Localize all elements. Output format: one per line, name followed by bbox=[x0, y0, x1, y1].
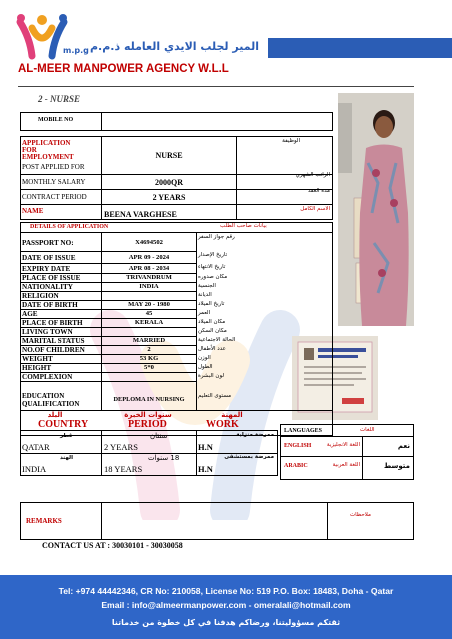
contract-label: CONTRACT PERIOD bbox=[22, 193, 87, 201]
work-header: WORK bbox=[206, 419, 239, 430]
contract-value: 2 YEARS bbox=[152, 193, 186, 202]
exp-row2-country: INDIA bbox=[22, 464, 47, 474]
exp-row2-work: H.N bbox=[198, 464, 213, 474]
exp-row1-period: 2 YEARS bbox=[104, 442, 138, 452]
footer-address: Tel: +974 44442346, CR No: 210058, License No: 519 P.O. Box: 18483, Doha - Qatar bbox=[58, 586, 394, 596]
position-heading: 2 - NURSE bbox=[38, 94, 81, 104]
footer-email: Email : info@almeermanpower.com - omeralali@hotmail.com bbox=[101, 600, 351, 610]
salary-label-ar: الراتب الشهري bbox=[295, 172, 330, 178]
detail-label: MARITAL STATUS bbox=[22, 337, 85, 345]
education-label-ar: مستوى التعليم bbox=[198, 393, 232, 399]
company-english-name: AL-MEER MANPOWER AGENCY W.L.L bbox=[18, 63, 229, 75]
lang-arabic-ar: اللغة العربية bbox=[332, 462, 360, 468]
post-applied-value: NURSE bbox=[155, 151, 183, 160]
company-arabic-name: المير لجلب الايدي العامله ذ.م.م bbox=[90, 40, 259, 53]
detail-label-ar: الجنسية bbox=[198, 282, 216, 289]
detail-value: 53 KG bbox=[139, 355, 159, 362]
remarks-box bbox=[20, 502, 414, 540]
detail-label: AGE bbox=[22, 310, 38, 318]
lang-english-ar: اللغة الانجليزية bbox=[326, 442, 360, 448]
row-divider bbox=[20, 381, 197, 382]
salary-label: MONTHLY SALARY bbox=[22, 178, 86, 186]
lang-arabic-level: متوسط bbox=[384, 462, 410, 470]
detail-value: 2 bbox=[147, 346, 151, 353]
application-label-3: EMPLOYMENT bbox=[22, 153, 74, 161]
detail-label-ar: تاريخ الانتهاء bbox=[198, 263, 226, 270]
detail-label: PLACE OF BIRTH bbox=[22, 319, 83, 327]
exp-row2-work-ar: ممرضة بمستشفى bbox=[224, 454, 274, 460]
row-divider bbox=[20, 251, 197, 252]
header-blue-bar bbox=[268, 38, 452, 58]
detail-label: WEIGHT bbox=[22, 355, 53, 363]
post-applied-label: POST APPLIED FOR bbox=[22, 163, 85, 171]
education-label-1: EDUCATION bbox=[22, 392, 65, 400]
detail-label: DATE OF BIRTH bbox=[22, 301, 78, 309]
period-header: PERIOD bbox=[128, 419, 167, 430]
exp-row2-period-ar: 18 سنوات bbox=[148, 454, 180, 462]
detail-value: X4694502 bbox=[135, 238, 163, 246]
detail-label-ar: تاريخ الميلاد bbox=[198, 300, 225, 307]
application-label-1: APPLICATION bbox=[22, 139, 71, 147]
detail-label-ar: مكان السكن bbox=[198, 327, 227, 334]
detail-value: INDIA bbox=[139, 283, 159, 290]
lang-english-level: نعم bbox=[397, 442, 410, 450]
detail-label: LIVING TOWN bbox=[22, 328, 73, 336]
detail-label-ar: تاريخ الإصدار bbox=[198, 251, 228, 258]
exp-row1-work-ar: ممرضة منزلية bbox=[236, 432, 274, 438]
remarks-label: REMARKS bbox=[26, 517, 62, 525]
languages-label: LANGUAGES bbox=[284, 428, 323, 434]
name-label: NAME bbox=[22, 207, 44, 215]
mobile-label: MOBILE NO bbox=[38, 117, 74, 123]
detail-label-ar: مكان صدوره bbox=[198, 273, 228, 280]
salary-value: 2000QR bbox=[155, 178, 183, 187]
work-header-ar: المهنة bbox=[221, 411, 243, 419]
detail-label: DATE OF ISSUE bbox=[22, 253, 76, 262]
detail-value: APR 08 - 2034 bbox=[128, 264, 170, 272]
detail-value: 5*0 bbox=[144, 364, 154, 371]
country-header: COUNTRY bbox=[38, 419, 89, 430]
detail-label-ar: لون البشرة bbox=[198, 372, 224, 379]
details-heading-ar: بيانات صاحب الطلب bbox=[220, 223, 267, 229]
remarks-label-ar: ملاحظات bbox=[350, 512, 371, 518]
exp-row1-country: QATAR bbox=[22, 442, 50, 452]
detail-label: RELIGION bbox=[22, 292, 59, 300]
exp-row2-country-ar: الهند bbox=[60, 455, 74, 461]
name-label-ar: الاسم الكامل bbox=[300, 206, 330, 212]
detail-label-ar: الطول bbox=[198, 363, 213, 370]
education-value: DEPLOMA IN NURSING bbox=[113, 396, 185, 403]
period-header-ar: سنوات الخبرة bbox=[124, 411, 172, 419]
education-label-2: QUALIFICATION bbox=[22, 400, 80, 408]
detail-label: EXPIRY DATE bbox=[22, 264, 71, 273]
detail-label-ar: العمر bbox=[198, 309, 211, 316]
details-heading: DETAILS OF APPLICATION bbox=[30, 224, 109, 230]
application-label-2: FOR bbox=[22, 146, 37, 154]
detail-label-ar: الوزن bbox=[198, 354, 211, 361]
detail-label-ar: مكان الميلاد bbox=[198, 318, 226, 325]
detail-label-ar: عدد الأطفال bbox=[198, 345, 226, 352]
footer-slogan: ثقتكم مسؤوليتنا، ورضاكم هدفنا في كل خطوة من خدماتنا bbox=[111, 618, 341, 627]
country-header-ar: البلد bbox=[47, 411, 63, 419]
languages-label-ar: اللغات bbox=[360, 427, 375, 433]
detail-value: APR 09 - 2024 bbox=[128, 253, 170, 261]
exp-row1-work: H.N bbox=[198, 442, 213, 452]
logo-lettering: m.p.g bbox=[63, 46, 89, 55]
post-applied-label-ar: الوظيفة bbox=[282, 138, 300, 144]
applicant-photo bbox=[338, 93, 414, 326]
detail-label: COMPLEXION bbox=[22, 373, 73, 381]
detail-value: 45 bbox=[145, 310, 153, 317]
detail-value: KERALA bbox=[134, 319, 164, 326]
detail-label-ar: الحالة الاجتماعية bbox=[198, 336, 236, 343]
detail-label-ar: رقم جواز السفر bbox=[198, 233, 235, 240]
detail-label: NATIONALITY bbox=[22, 283, 73, 291]
detail-label-ar: الديانة bbox=[198, 291, 212, 298]
detail-label: PLACE OF ISSUE bbox=[22, 274, 81, 282]
lang-english: ENGLISH bbox=[284, 443, 312, 449]
contact-line: CONTACT US AT : 30030101 - 30030058 bbox=[42, 541, 183, 550]
detail-label: NO.OF CHILDREN bbox=[22, 346, 85, 354]
exp-row1-country-ar: قطر bbox=[60, 433, 73, 439]
detail-label: PASSPORT NO: bbox=[22, 238, 74, 247]
exp-row2-period: 18 YEARS bbox=[104, 464, 143, 474]
lang-arabic: ARABIC bbox=[284, 463, 308, 469]
detail-value: MAY 20 - 1980 bbox=[128, 301, 170, 308]
detail-value: MARRIED bbox=[132, 337, 166, 344]
detail-label: HEIGHT bbox=[22, 364, 52, 372]
company-logo bbox=[14, 12, 70, 60]
detail-value: TRIVANDRUM bbox=[126, 274, 172, 281]
contract-label-ar: مدة العقد bbox=[308, 188, 330, 194]
exp-row1-period-ar: سنتان bbox=[150, 432, 168, 440]
name-value: BEENA VARGHESE bbox=[104, 210, 177, 219]
